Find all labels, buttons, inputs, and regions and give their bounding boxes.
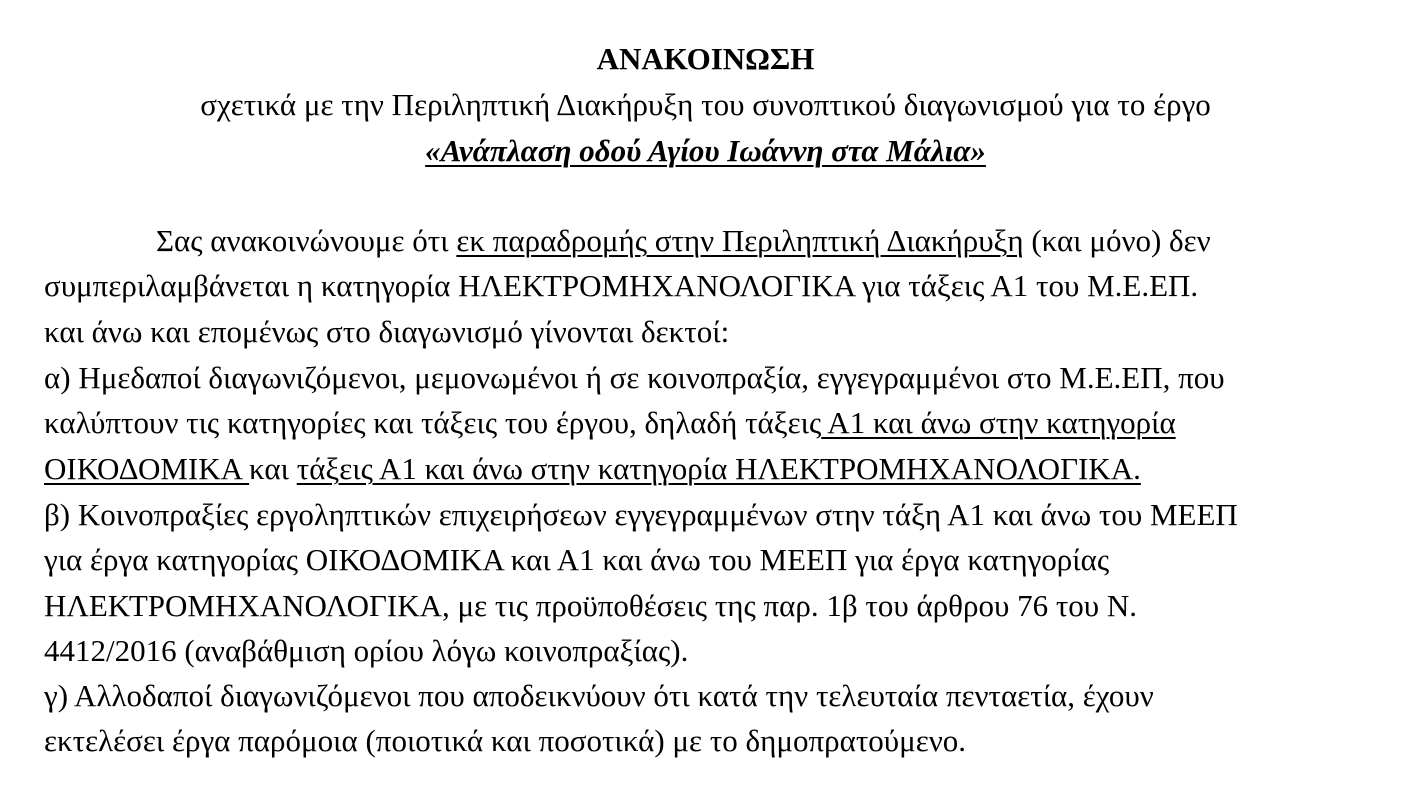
project-title-line [0,128,1411,174]
item-b-line-2: για έργα κατηγορίας ΟΙΚΟΔΟΜΙΚΑ και Α1 και άνω του ΜΕΕΠ για έργα κατηγορίας [44,542,1110,577]
item-a-text: καλύπτουν τις κατηγορίες και τάξεις του έργου, δηλαδή τάξεις [44,405,822,440]
page-title: ΑΝΑΚΟΙΝΩΣΗ [596,41,815,76]
item-a-underlined-hlektro: τάξεις Α1 και άνω στην κατηγορία ΗΛΕΚΤΡΟΜΗΧΑΝΟΛΟΓΙΚΑ. [296,451,1141,486]
intro-text-c: (και μόνο) δεν [1023,223,1211,258]
item-c-line-2: εκτελέσει έργα παρόμοια (ποιοτικά και ποσοτικά) με το δημοπρατούμενο. [44,723,967,758]
item-a-conjunction: και [249,451,297,486]
paragraph-intro-line-3: και άνω και επομένως στο διαγωνισμό γίνονται δεκτοί: [44,314,730,349]
intro-text-a: Σας ανακοινώνουμε ότι [156,223,457,258]
paragraph-intro-line-1 [156,218,1211,264]
item-a-underlined-oikodomika: ΟΙΚΟΔΟΜΙΚΑ [44,451,250,486]
item-b-line-3: ΗΛΕΚΤΡΟΜΗΧΑΝΟΛΟΓΙΚΑ, με τις προϋποθέσεις της παρ. 1β του άρθρου 76 του Ν. [44,588,1138,623]
item-b-line-4: 4412/2016 (αναβάθμιση ορίου λόγω κοινοπραξίας). [44,633,689,668]
project-title: «Ανάπλαση οδού Αγίου Ιωάννη στα Μάλια» [425,133,986,168]
paragraph-intro-line-2: συμπεριλαμβάνεται η κατηγορία ΗΛΕΚΤΡΟΜΗΧΑΝΟΛΟΓΙΚΑ για τάξεις Α1 του Μ.Ε.ΕΠ. [44,268,1199,303]
intro-text-underlined: εκ παραδρομής στην Περιληπτική Διακήρυξη [456,223,1024,258]
item-c-line-1: γ) Αλλοδαποί διαγωνιζόμενοι που αποδεικνύουν ότι κατά την τελευταία πενταετία, έχουν [44,678,1154,713]
item-b-line-1: β) Κοινοπραξίες εργοληπτικών επιχειρήσεων εγγεγραμμένων στην τάξη Α1 και άνω του ΜΕΕΠ [44,497,1238,532]
item-a-line-2 [44,400,1176,446]
item-a-line-3 [44,446,1141,492]
page-subtitle: σχετικά με την Περιληπτική Διακήρυξη του συνοπτικού διαγωνισμού για το έργο [200,87,1211,122]
item-a-underlined-category: Α1 και άνω στην κατηγορία [821,405,1176,440]
item-a-line-1: α) Ημεδαποί διαγωνιζόμενοι, μεμονωμένοι ή σε κοινοπραξία, εγγεγραμμένοι στο Μ.Ε.ΕΠ, που [44,360,1225,395]
